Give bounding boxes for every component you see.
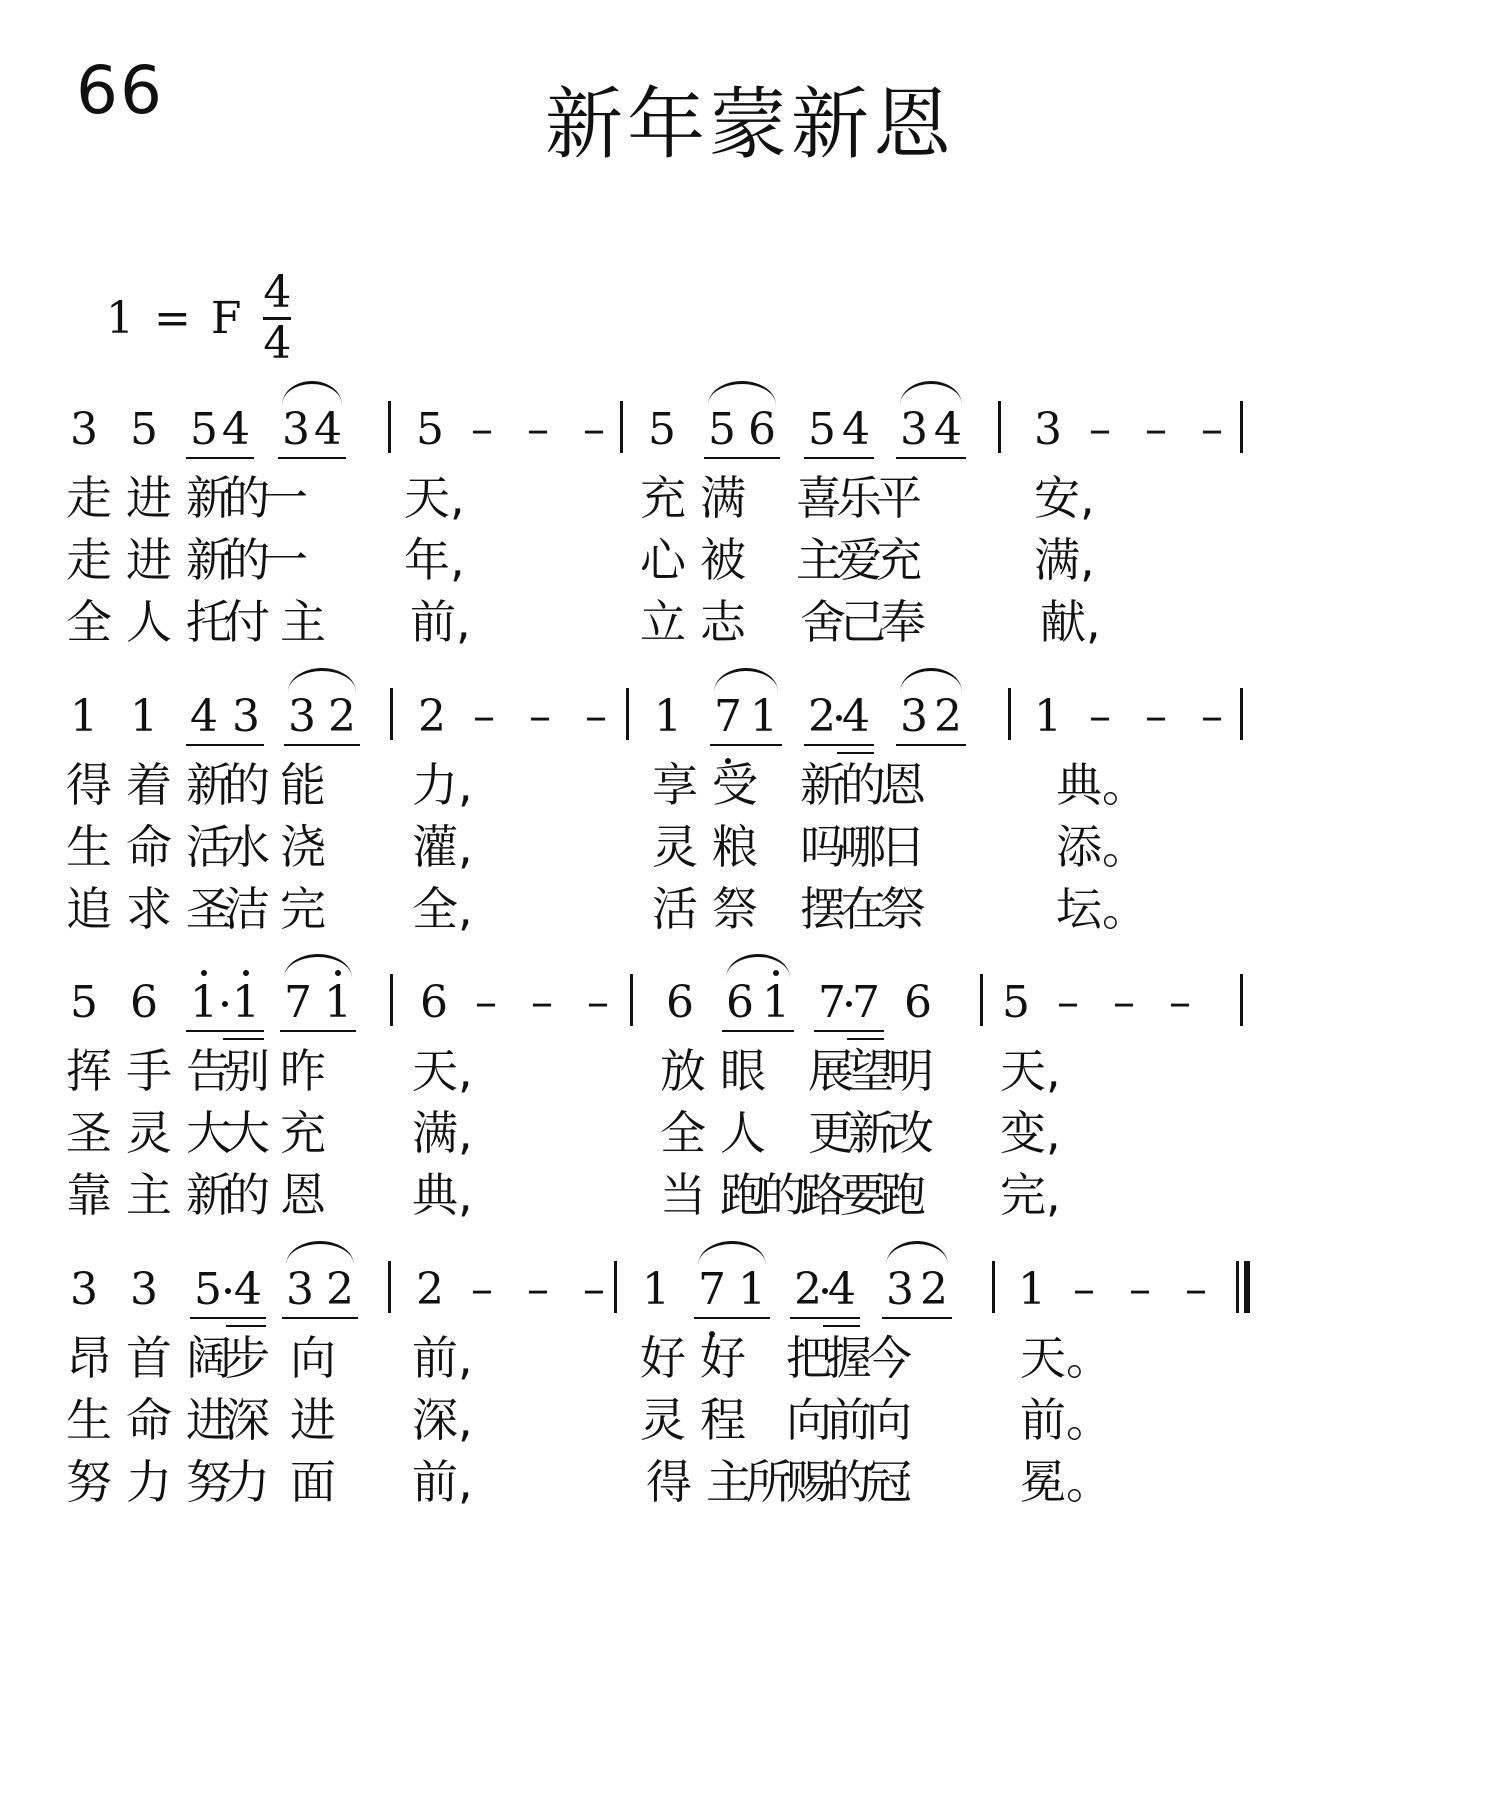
lyric-syllable: 天, (404, 471, 465, 525)
lyric-syllable: 所 (746, 1455, 792, 1509)
augmentation-dot (822, 1288, 828, 1294)
key-equals: = (154, 292, 191, 344)
note: 7 (818, 977, 846, 1028)
note: 1 (738, 1264, 766, 1315)
sustain-dash: – (1201, 404, 1223, 455)
lyric-syllable: 立 (640, 595, 686, 649)
lyric-syllable: 祭 (880, 882, 926, 936)
key-letter: F (210, 292, 242, 344)
lyric-syllable: 祭 (712, 882, 758, 936)
lyric-syllable: 典。 (1056, 758, 1148, 812)
lyric-syllable: 灵 (640, 1393, 686, 1447)
lyric-syllable: 心 (640, 533, 686, 587)
note: 5 (130, 404, 158, 455)
sustain-dash: – (1073, 1264, 1095, 1315)
lyric-syllable: 人 (720, 1106, 766, 1160)
sustain-dash: – (531, 977, 553, 1028)
sustain-dash: – (1185, 1264, 1207, 1315)
barline (390, 688, 393, 740)
lyric-syllable: 年, (404, 533, 465, 587)
note: 4 (934, 404, 962, 455)
beam-line (186, 1030, 264, 1032)
lyric-syllable: 灌, (412, 820, 473, 874)
note: 1 (190, 977, 218, 1028)
note: 1 (642, 1264, 670, 1315)
note: 2 (416, 1264, 444, 1315)
augmentation-dot (846, 1001, 852, 1007)
sustain-dash: – (473, 691, 495, 742)
lyric-syllable: 被 (700, 533, 746, 587)
slur (900, 668, 962, 692)
lyric-syllable: 全 (660, 1106, 706, 1160)
lyric-syllable: 进 (126, 533, 172, 587)
lyric-syllable: 更 (808, 1106, 854, 1160)
lyric-syllable: 爱 (836, 533, 882, 587)
lyric-syllable: 追 (66, 882, 112, 936)
lyric-syllable: 生 (66, 1393, 112, 1447)
lyric-syllable: 前 (826, 1393, 872, 1447)
note: 6 (726, 977, 754, 1028)
lyric-syllable: 浇 (280, 820, 326, 874)
barline (630, 974, 633, 1026)
lyric-syllable: 人 (126, 595, 172, 649)
lyric-syllable: 改 (888, 1106, 934, 1160)
lyric-syllable: 向 (866, 1393, 912, 1447)
lyric-syllable: 献, (1040, 595, 1101, 649)
sustain-dash: – (471, 1264, 493, 1315)
note: 6 (904, 977, 932, 1028)
lyric-syllable: 坛。 (1056, 882, 1148, 936)
lyric-syllable: 充 (640, 471, 686, 525)
beam-line-16th (837, 752, 874, 754)
lyric-syllable: 进 (290, 1393, 336, 1447)
lyric-syllable: 展 (808, 1044, 854, 1098)
beam-line-16th (823, 1325, 860, 1327)
sustain-dash: – (527, 404, 549, 455)
barline (1008, 688, 1011, 740)
lyric-syllable: 跑 (880, 1168, 926, 1222)
lyric-syllable: 好 (640, 1331, 686, 1385)
note: 5 (808, 404, 836, 455)
lyric-syllable: 平 (876, 471, 922, 525)
lyric-syllable: 冕。 (1020, 1455, 1112, 1509)
lyric-syllable: 手 (126, 1044, 172, 1098)
lyric-syllable: 完, (1000, 1168, 1061, 1222)
lyric-syllable: 全, (412, 882, 473, 936)
lyric-syllable: 把 (786, 1331, 832, 1385)
lyric-syllable: 充 (280, 1106, 326, 1160)
lyric-syllable: 求 (126, 882, 172, 936)
note: 1 (130, 691, 158, 742)
lyric-syllable: 主 (706, 1455, 752, 1509)
note: 7 (714, 691, 742, 742)
lyric-syllable: 的 (840, 758, 886, 812)
beam-line (814, 1030, 884, 1032)
slur (288, 668, 356, 692)
sustain-dash: – (1089, 691, 1111, 742)
lyric-syllable: 昨 (280, 1044, 326, 1098)
note: 6 (420, 977, 448, 1028)
lyric-syllable: 着 (126, 758, 172, 812)
lyric-syllable: 新 (186, 1168, 232, 1222)
barline (1240, 974, 1243, 1026)
lyric-syllable: 天。 (1020, 1331, 1112, 1385)
lyric-syllable: 志 (700, 595, 746, 649)
hymn-number: 66 (76, 52, 164, 129)
barline (390, 974, 393, 1026)
lyric-syllable: 恩 (280, 1168, 326, 1222)
lyric-syllable: 大 (186, 1106, 232, 1160)
note: 3 (1034, 404, 1062, 455)
beam-line (282, 1317, 358, 1319)
note: 3 (70, 1264, 98, 1315)
lyric-syllable: 努 (186, 1455, 232, 1509)
barline (980, 974, 983, 1026)
lyric-syllable: 前。 (1020, 1393, 1112, 1447)
beam-line (284, 744, 360, 746)
sustain-dash: – (1057, 977, 1079, 1028)
note: 2 (328, 691, 356, 742)
lyric-syllable: 粮 (712, 820, 758, 874)
sustain-dash: – (475, 977, 497, 1028)
note: 6 (748, 404, 776, 455)
note: 3 (130, 1264, 158, 1315)
lyric-syllable: 己 (840, 595, 886, 649)
note: 1 (1034, 691, 1062, 742)
note: 6 (666, 977, 694, 1028)
lyric-syllable: 大 (224, 1106, 270, 1160)
beam-line (280, 1030, 356, 1032)
time-signature (263, 266, 292, 369)
lyric-syllable: 步 (224, 1331, 270, 1385)
lyric-syllable: 圣 (186, 882, 232, 936)
beam-line (694, 1317, 770, 1319)
lyric-syllable: 的 (224, 471, 270, 525)
slur (284, 954, 352, 978)
slur (900, 381, 962, 405)
slur (714, 668, 778, 692)
lyric-syllable: 付 (224, 595, 270, 649)
lyric-syllable: 得 (66, 758, 112, 812)
lyric-syllable: 新 (186, 533, 232, 587)
lyric-syllable: 的 (224, 758, 270, 812)
barline (998, 401, 1001, 453)
lyric-syllable: 主 (280, 595, 326, 649)
octave-dot-high (773, 970, 779, 976)
note: 3 (286, 1264, 314, 1315)
beam-line-16th (226, 1325, 266, 1327)
note: 5 (194, 1264, 222, 1315)
lyric-syllable: 恩 (880, 758, 926, 812)
note: 1 (324, 977, 352, 1028)
note: 4 (842, 404, 870, 455)
note: 2 (808, 691, 836, 742)
barline (1240, 688, 1243, 740)
lyric-syllable: 全 (66, 595, 112, 649)
lyric-syllable: 灵 (652, 820, 698, 874)
note: 1 (750, 691, 778, 742)
slur (282, 381, 342, 405)
beam-line (896, 457, 966, 459)
beam-line (190, 1317, 266, 1319)
augmentation-dot (225, 1288, 231, 1294)
lyric-syllable: 当 (660, 1168, 706, 1222)
lyric-syllable: 安, (1034, 471, 1095, 525)
note: 1 (1018, 1264, 1046, 1315)
lyric-syllable: 在 (840, 882, 886, 936)
lyric-syllable: 靠 (66, 1168, 112, 1222)
lyric-syllable: 吗 (800, 820, 846, 874)
lyric-syllable: 力 (224, 1455, 270, 1509)
lyric-syllable: 得 (646, 1455, 692, 1509)
lyric-syllable: 一 (262, 471, 308, 525)
sustain-dash: – (1201, 691, 1223, 742)
lyric-syllable: 的 (826, 1455, 872, 1509)
beam-line-16th (223, 1038, 264, 1040)
lyric-syllable: 程 (700, 1393, 746, 1447)
lyric-syllable: 放 (660, 1044, 706, 1098)
lyric-syllable: 活 (186, 820, 232, 874)
slur (698, 1241, 766, 1265)
slur (286, 1241, 354, 1265)
beam-line (186, 744, 264, 746)
lyric-syllable: 告 (186, 1044, 232, 1098)
lyric-syllable: 新 (800, 758, 846, 812)
octave-dot-high (335, 970, 341, 976)
note: 2 (794, 1264, 822, 1315)
note: 3 (900, 404, 928, 455)
sustain-dash: – (583, 1264, 605, 1315)
lyric-syllable: 舍 (800, 595, 846, 649)
lyric-syllable: 进 (126, 471, 172, 525)
beam-line (704, 457, 780, 459)
note: 3 (886, 1264, 914, 1315)
lyric-syllable: 圣 (66, 1106, 112, 1160)
sustain-dash: – (587, 977, 609, 1028)
note: 5 (708, 404, 736, 455)
lyric-syllable: 新 (848, 1106, 894, 1160)
sustain-dash: – (1089, 404, 1111, 455)
lyric-syllable: 面 (290, 1455, 336, 1509)
lyric-syllable: 主 (796, 533, 842, 587)
beam-line (804, 457, 874, 459)
note: 3 (232, 691, 260, 742)
lyric-syllable: 新 (186, 471, 232, 525)
octave-dot-high (201, 970, 207, 976)
beam-line (278, 457, 346, 459)
lyric-syllable: 摆 (800, 882, 846, 936)
sustain-dash: – (1169, 977, 1191, 1028)
lyric-syllable: 进 (186, 1393, 232, 1447)
lyric-syllable: 深 (224, 1393, 270, 1447)
lyric-syllable: 添。 (1056, 820, 1148, 874)
note: 4 (190, 691, 218, 742)
lyric-syllable: 变, (1000, 1106, 1061, 1160)
lyric-syllable: 喜 (796, 471, 842, 525)
barline (388, 401, 391, 453)
lyric-syllable: 奉 (880, 595, 926, 649)
note: 5 (416, 404, 444, 455)
note: 2 (418, 691, 446, 742)
lyric-syllable: 充 (876, 533, 922, 587)
lyric-syllable: 日 (880, 820, 926, 874)
beam-line (186, 457, 254, 459)
beam-line (804, 744, 874, 746)
lyric-syllable: 洁 (224, 882, 270, 936)
lyric-syllable: 路 (800, 1168, 846, 1222)
lyric-syllable: 天, (412, 1044, 473, 1098)
sustain-dash: – (529, 691, 551, 742)
note: 2 (934, 691, 962, 742)
slur (708, 381, 776, 405)
barline (388, 1261, 391, 1313)
lyric-syllable: 典, (412, 1168, 473, 1222)
note: 3 (288, 691, 316, 742)
note: 1 (232, 977, 260, 1028)
note: 3 (70, 404, 98, 455)
note: 1 (762, 977, 790, 1028)
note: 5 (70, 977, 98, 1028)
barline (626, 688, 629, 740)
slur (726, 954, 790, 978)
note: 5 (648, 404, 676, 455)
note: 1 (70, 691, 98, 742)
sustain-dash: – (1129, 1264, 1151, 1315)
note: 5 (190, 404, 218, 455)
lyric-syllable: 努 (66, 1455, 112, 1509)
lyric-syllable: 托 (186, 595, 232, 649)
barline (614, 1261, 617, 1313)
lyric-syllable: 走 (66, 471, 112, 525)
augmentation-dot (222, 1001, 228, 1007)
lyric-syllable: 挥 (66, 1044, 112, 1098)
lyric-syllable: 的 (224, 1168, 270, 1222)
lyric-syllable: 享 (652, 758, 698, 812)
lyric-syllable: 阔 (186, 1331, 232, 1385)
lyric-syllable: 别 (224, 1044, 270, 1098)
lyric-syllable: 命 (126, 820, 172, 874)
barline (992, 1261, 995, 1313)
lyric-syllable: 赐 (786, 1455, 832, 1509)
octave-dot-high (243, 970, 249, 976)
beam-line (710, 744, 782, 746)
lyric-syllable: 要 (840, 1168, 886, 1222)
note: 4 (222, 404, 250, 455)
note: 3 (282, 404, 310, 455)
lyric-syllable: 前, (412, 1331, 473, 1385)
slur (886, 1241, 948, 1265)
note: 7 (698, 1264, 726, 1315)
beam-line-16th (847, 1038, 884, 1040)
beam-line (722, 1030, 794, 1032)
lyric-syllable: 生 (66, 820, 112, 874)
note: 4 (842, 691, 870, 742)
lyric-syllable: 主 (126, 1168, 172, 1222)
lyric-syllable: 跑 (720, 1168, 766, 1222)
sustain-dash: – (1145, 404, 1167, 455)
key-tonic: 1 (106, 292, 134, 344)
lyric-syllable: 哪 (840, 820, 886, 874)
lyric-syllable: 前, (412, 1455, 473, 1509)
note: 2 (326, 1264, 354, 1315)
beam-line (896, 744, 966, 746)
lyric-syllable: 乐 (836, 471, 882, 525)
time-beats: 4 (263, 266, 292, 318)
lyric-syllable: 活 (652, 882, 698, 936)
lyric-syllable: 眼 (720, 1044, 766, 1098)
sustain-dash: – (471, 404, 493, 455)
lyric-syllable: 的 (224, 533, 270, 587)
note: 3 (900, 691, 928, 742)
lyric-syllable: 满, (412, 1106, 473, 1160)
note: 2 (920, 1264, 948, 1315)
lyric-syllable: 握 (826, 1331, 872, 1385)
lyric-syllable: 望 (848, 1044, 894, 1098)
sustain-dash: – (527, 1264, 549, 1315)
lyric-syllable: 一 (262, 533, 308, 587)
lyric-syllable: 受 (712, 758, 758, 812)
lyric-syllable: 前, (410, 595, 471, 649)
barline (620, 401, 623, 453)
lyric-syllable: 新 (186, 758, 232, 812)
augmentation-dot (836, 715, 842, 721)
lyric-syllable: 完 (280, 882, 326, 936)
lyric-syllable: 灵 (126, 1106, 172, 1160)
lyric-syllable: 能 (280, 758, 326, 812)
sustain-dash: – (583, 404, 605, 455)
note: 7 (852, 977, 880, 1028)
note: 5 (1002, 977, 1030, 1028)
lyric-syllable: 向 (290, 1331, 336, 1385)
key-signature (106, 266, 292, 369)
lyric-syllable: 深, (412, 1393, 473, 1447)
lyric-syllable: 向 (786, 1393, 832, 1447)
lyric-syllable: 天, (1000, 1044, 1061, 1098)
lyric-syllable: 力 (126, 1455, 172, 1509)
note: 6 (130, 977, 158, 1028)
beam-line (882, 1317, 952, 1319)
lyric-syllable: 今 (866, 1331, 912, 1385)
hymn-title: 新年蒙新恩 (544, 80, 955, 170)
sustain-dash: – (1145, 691, 1167, 742)
lyric-syllable: 走 (66, 533, 112, 587)
note: 4 (234, 1264, 262, 1315)
sustain-dash: – (585, 691, 607, 742)
final-barline (1236, 1261, 1250, 1313)
lyric-syllable: 冠 (866, 1455, 912, 1509)
note: 7 (284, 977, 312, 1028)
beam-line (790, 1317, 860, 1319)
lyric-syllable: 昂 (66, 1331, 112, 1385)
note: 4 (828, 1264, 856, 1315)
note: 1 (654, 691, 682, 742)
lyric-syllable: 明 (888, 1044, 934, 1098)
lyric-syllable: 命 (126, 1393, 172, 1447)
lyric-syllable: 满 (700, 471, 746, 525)
time-beat-unit: 4 (263, 317, 292, 369)
lyric-syllable: 的 (760, 1168, 806, 1222)
lyric-syllable: 好 (700, 1331, 746, 1385)
note: 4 (314, 404, 342, 455)
lyric-syllable: 满, (1034, 533, 1095, 587)
lyric-syllable: 首 (126, 1331, 172, 1385)
sustain-dash: – (1113, 977, 1135, 1028)
barline (1240, 401, 1243, 453)
lyric-syllable: 力, (412, 758, 473, 812)
lyric-syllable: 水 (224, 820, 270, 874)
